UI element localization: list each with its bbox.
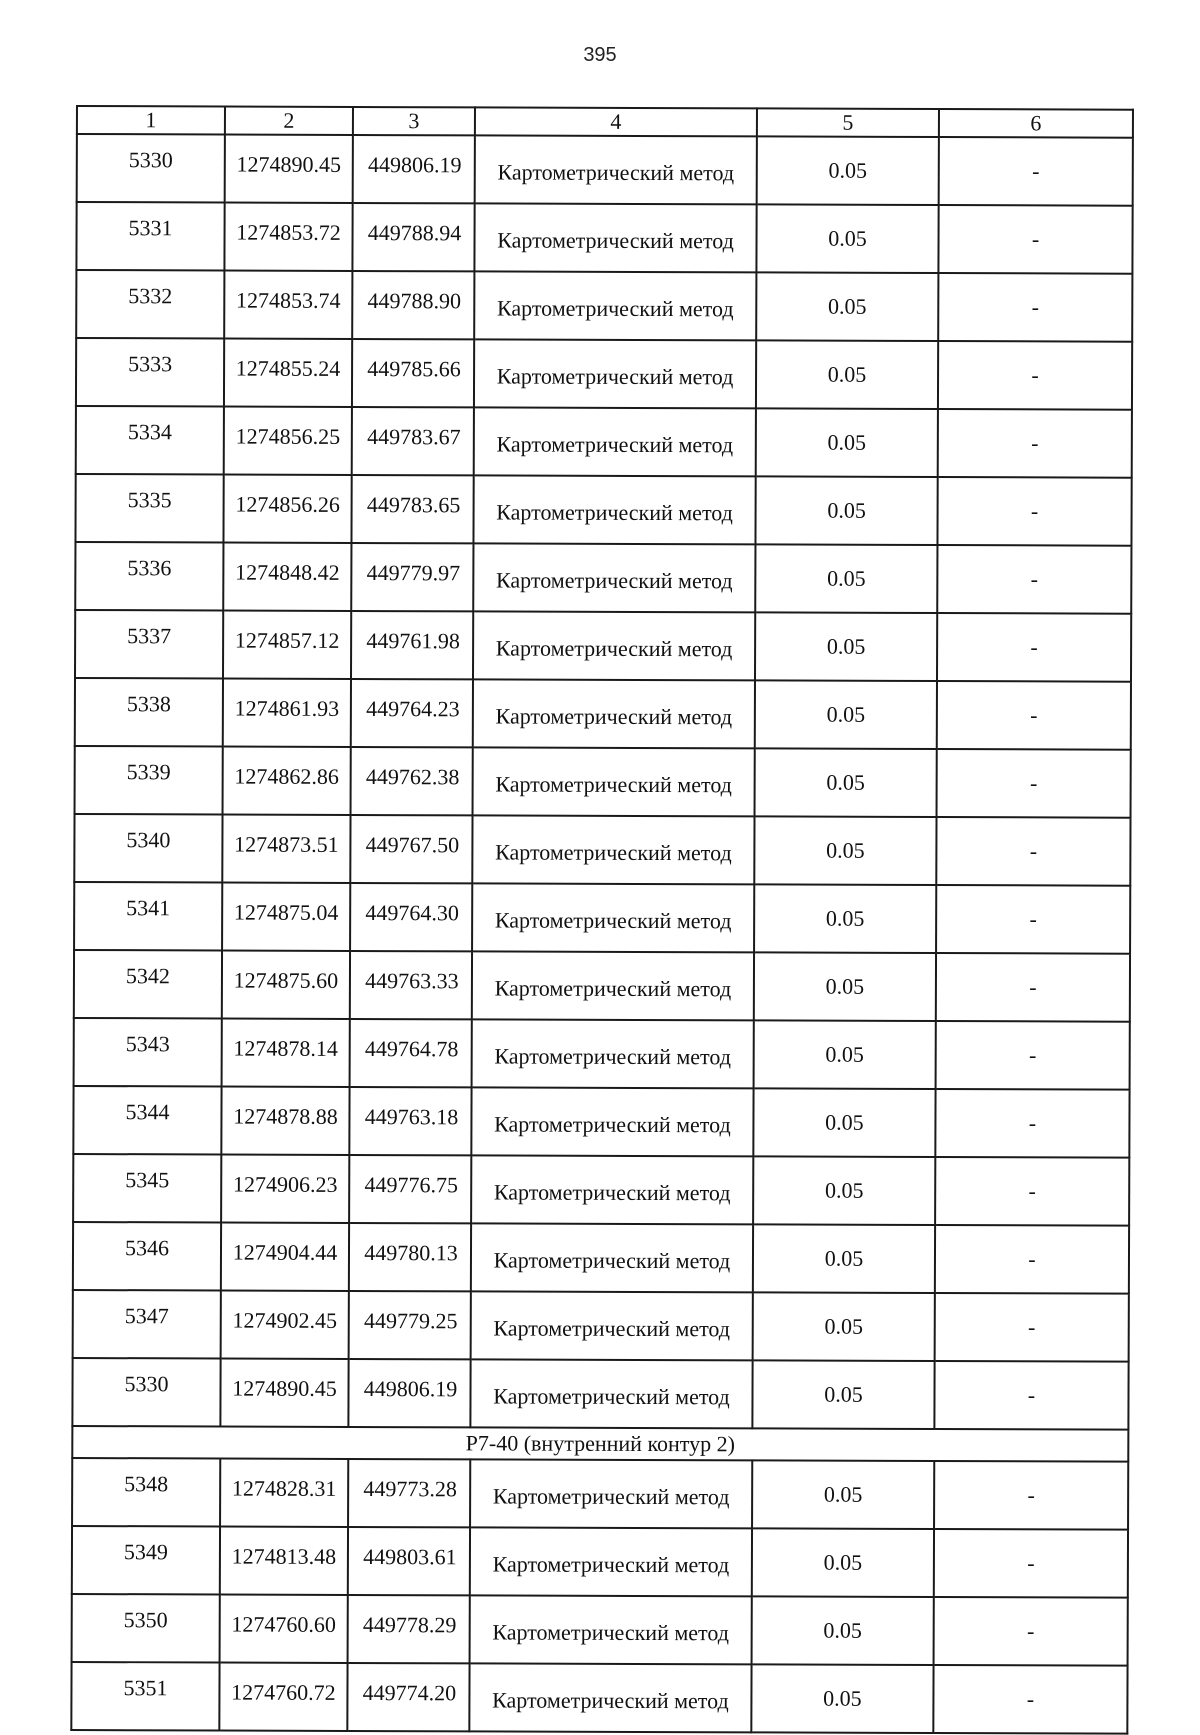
table-row bbox=[71, 1662, 1127, 1734]
point-number-cell: 5338 bbox=[75, 678, 223, 747]
table-row bbox=[74, 1018, 1130, 1090]
note-cell: - bbox=[934, 1361, 1128, 1430]
point-number-cell: 5350 bbox=[72, 1594, 220, 1663]
table-row bbox=[75, 746, 1131, 818]
point-number-cell: 5330 bbox=[77, 134, 225, 203]
x-coordinate-cell: 1274853.74 bbox=[224, 271, 352, 339]
point-number-cell: 5351 bbox=[71, 1662, 219, 1731]
x-coordinate-cell: 1274857.12 bbox=[223, 611, 351, 679]
column-header: 2 bbox=[225, 107, 353, 135]
table-body-contour-2 bbox=[71, 1458, 1128, 1734]
method-cell: Картометрический метод bbox=[475, 135, 757, 204]
y-coordinate-cell: 449779.25 bbox=[349, 1291, 471, 1359]
y-coordinate-cell: 449788.90 bbox=[352, 271, 474, 339]
accuracy-cell: 0.05 bbox=[756, 408, 938, 477]
accuracy-cell: 0.05 bbox=[752, 1460, 934, 1529]
y-coordinate-cell: 449806.19 bbox=[348, 1359, 470, 1427]
column-header: 6 bbox=[939, 109, 1133, 138]
point-number-cell: 5332 bbox=[76, 270, 224, 339]
y-coordinate-cell: 449806.19 bbox=[353, 135, 475, 203]
method-cell: Картометрический метод bbox=[472, 1019, 754, 1088]
point-number-cell: 5347 bbox=[73, 1290, 221, 1359]
note-cell: - bbox=[934, 1461, 1128, 1530]
accuracy-cell: 0.05 bbox=[755, 748, 937, 817]
y-coordinate-cell: 449779.97 bbox=[351, 543, 473, 611]
x-coordinate-cell: 1274848.42 bbox=[223, 543, 351, 611]
point-number-cell: 5330 bbox=[72, 1358, 220, 1427]
x-coordinate-cell: 1274760.60 bbox=[220, 1595, 348, 1663]
y-coordinate-cell: 449764.23 bbox=[351, 679, 473, 747]
table-row bbox=[75, 542, 1131, 614]
method-cell: Картометрический метод bbox=[472, 815, 754, 884]
method-cell: Картометрический метод bbox=[471, 1155, 753, 1224]
table-row bbox=[73, 1290, 1129, 1362]
accuracy-cell: 0.05 bbox=[756, 340, 938, 409]
header-row bbox=[77, 106, 1133, 138]
note-cell: - bbox=[934, 1529, 1128, 1598]
accuracy-cell: 0.05 bbox=[755, 680, 937, 749]
note-cell: - bbox=[936, 885, 1130, 954]
accuracy-cell: 0.05 bbox=[755, 612, 937, 681]
table-row bbox=[72, 1526, 1128, 1598]
accuracy-cell: 0.05 bbox=[754, 884, 936, 953]
table-row bbox=[73, 1086, 1129, 1158]
table-header bbox=[77, 106, 1133, 138]
table-row bbox=[74, 950, 1130, 1022]
point-number-cell: 5336 bbox=[75, 542, 223, 611]
table-row bbox=[75, 610, 1131, 682]
x-coordinate-cell: 1274904.44 bbox=[221, 1223, 349, 1291]
table-row bbox=[72, 1458, 1128, 1530]
note-cell: - bbox=[935, 1157, 1129, 1226]
accuracy-cell: 0.05 bbox=[756, 204, 938, 273]
table-row bbox=[75, 678, 1131, 750]
note-cell: - bbox=[936, 1021, 1130, 1090]
note-cell: - bbox=[937, 613, 1131, 682]
accuracy-cell: 0.05 bbox=[754, 1020, 936, 1089]
table-row bbox=[74, 882, 1130, 954]
accuracy-cell: 0.05 bbox=[752, 1360, 934, 1429]
x-coordinate-cell: 1274760.72 bbox=[219, 1663, 347, 1731]
note-cell: - bbox=[936, 817, 1130, 886]
point-number-cell: 5343 bbox=[74, 1018, 222, 1087]
accuracy-cell: 0.05 bbox=[754, 816, 936, 885]
table-row bbox=[76, 202, 1132, 274]
point-number-cell: 5337 bbox=[75, 610, 223, 679]
table-row bbox=[75, 474, 1131, 546]
column-header: 1 bbox=[77, 106, 225, 135]
table-row bbox=[72, 1594, 1128, 1666]
point-number-cell: 5339 bbox=[75, 746, 223, 815]
y-coordinate-cell: 449763.33 bbox=[350, 951, 472, 1019]
x-coordinate-cell: 1274828.31 bbox=[220, 1459, 348, 1527]
point-number-cell: 5333 bbox=[76, 338, 224, 407]
note-cell: - bbox=[937, 477, 1131, 546]
method-cell: Картометрический метод bbox=[471, 1087, 753, 1156]
y-coordinate-cell: 449803.61 bbox=[348, 1527, 470, 1595]
y-coordinate-cell: 449788.94 bbox=[352, 203, 474, 271]
y-coordinate-cell: 449764.30 bbox=[350, 883, 472, 951]
y-coordinate-cell: 449762.38 bbox=[351, 747, 473, 815]
y-coordinate-cell: 449763.18 bbox=[349, 1087, 471, 1155]
x-coordinate-cell: 1274890.45 bbox=[220, 1359, 348, 1427]
note-cell: - bbox=[934, 1597, 1128, 1666]
y-coordinate-cell: 449774.20 bbox=[347, 1663, 469, 1731]
point-number-cell: 5344 bbox=[73, 1086, 221, 1155]
accuracy-cell: 0.05 bbox=[753, 1292, 935, 1361]
x-coordinate-cell: 1274853.72 bbox=[224, 203, 352, 271]
point-number-cell: 5345 bbox=[73, 1154, 221, 1223]
y-coordinate-cell: 449785.66 bbox=[352, 339, 474, 407]
table-row bbox=[76, 270, 1132, 342]
method-cell: Картометрический метод bbox=[470, 1359, 752, 1428]
point-number-cell: 5348 bbox=[72, 1458, 220, 1527]
method-cell: Картометрический метод bbox=[474, 407, 756, 476]
method-cell: Картометрический метод bbox=[473, 747, 755, 816]
note-cell: - bbox=[937, 749, 1131, 818]
point-number-cell: 5346 bbox=[73, 1222, 221, 1291]
coordinates-table bbox=[70, 105, 1134, 1735]
method-cell: Картометрический метод bbox=[473, 679, 755, 748]
accuracy-cell: 0.05 bbox=[755, 476, 937, 545]
note-cell: - bbox=[938, 341, 1132, 410]
x-coordinate-cell: 1274862.86 bbox=[223, 747, 351, 815]
table-row bbox=[73, 1222, 1129, 1294]
section-row bbox=[72, 1426, 1128, 1462]
accuracy-cell: 0.05 bbox=[757, 136, 939, 205]
x-coordinate-cell: 1274873.51 bbox=[222, 815, 350, 883]
note-cell: - bbox=[937, 545, 1131, 614]
accuracy-cell: 0.05 bbox=[756, 272, 938, 341]
method-cell: Картометрический метод bbox=[470, 1595, 752, 1664]
accuracy-cell: 0.05 bbox=[755, 544, 937, 613]
point-number-cell: 5349 bbox=[72, 1526, 220, 1595]
column-header: 4 bbox=[475, 107, 757, 136]
x-coordinate-cell: 1274855.24 bbox=[224, 339, 352, 407]
accuracy-cell: 0.05 bbox=[752, 1528, 934, 1597]
point-number-cell: 5341 bbox=[74, 882, 222, 951]
page-number: 395 bbox=[583, 44, 617, 66]
y-coordinate-cell: 449761.98 bbox=[351, 611, 473, 679]
accuracy-cell: 0.05 bbox=[753, 1156, 935, 1225]
x-coordinate-cell: 1274813.48 bbox=[220, 1527, 348, 1595]
method-cell: Картометрический метод bbox=[474, 339, 756, 408]
column-header: 5 bbox=[757, 108, 939, 137]
y-coordinate-cell: 449764.78 bbox=[350, 1019, 472, 1087]
method-cell: Картометрический метод bbox=[471, 1223, 753, 1292]
x-coordinate-cell: 1274890.45 bbox=[225, 135, 353, 203]
y-coordinate-cell: 449783.65 bbox=[351, 475, 473, 543]
table-row bbox=[77, 134, 1133, 206]
table-body-contour-1 bbox=[72, 134, 1133, 1430]
note-cell: - bbox=[933, 1665, 1127, 1734]
x-coordinate-cell: 1274856.26 bbox=[223, 475, 351, 543]
point-number-cell: 5340 bbox=[74, 814, 222, 883]
x-coordinate-cell: 1274861.93 bbox=[223, 679, 351, 747]
table-row bbox=[74, 814, 1130, 886]
method-cell: Картометрический метод bbox=[471, 1291, 753, 1360]
x-coordinate-cell: 1274902.45 bbox=[221, 1291, 349, 1359]
y-coordinate-cell: 449776.75 bbox=[349, 1155, 471, 1223]
note-cell: - bbox=[938, 409, 1132, 478]
method-cell: Картометрический метод bbox=[473, 611, 755, 680]
section-title: Р7-40 (внутренний контур 2) bbox=[72, 1426, 1128, 1462]
method-cell: Картометрический метод bbox=[474, 271, 756, 340]
method-cell: Картометрический метод bbox=[473, 475, 755, 544]
y-coordinate-cell: 449780.13 bbox=[349, 1223, 471, 1291]
column-header: 3 bbox=[353, 107, 475, 135]
point-number-cell: 5342 bbox=[74, 950, 222, 1019]
method-cell: Картометрический метод bbox=[473, 543, 755, 612]
method-cell: Картометрический метод bbox=[470, 1459, 752, 1528]
table-row bbox=[76, 338, 1132, 410]
note-cell: - bbox=[935, 1293, 1129, 1362]
accuracy-cell: 0.05 bbox=[751, 1664, 933, 1733]
y-coordinate-cell: 449778.29 bbox=[348, 1595, 470, 1663]
note-cell: - bbox=[939, 137, 1133, 206]
point-number-cell: 5335 bbox=[75, 474, 223, 543]
section-header bbox=[72, 1426, 1128, 1462]
x-coordinate-cell: 1274875.60 bbox=[222, 951, 350, 1019]
table-row bbox=[73, 1154, 1129, 1226]
method-cell: Картометрический метод bbox=[472, 883, 754, 952]
note-cell: - bbox=[935, 1089, 1129, 1158]
accuracy-cell: 0.05 bbox=[753, 1224, 935, 1293]
method-cell: Картометрический метод bbox=[469, 1663, 751, 1732]
accuracy-cell: 0.05 bbox=[753, 1088, 935, 1157]
point-number-cell: 5334 bbox=[76, 406, 224, 475]
method-cell: Картометрический метод bbox=[470, 1527, 752, 1596]
y-coordinate-cell: 449773.28 bbox=[348, 1459, 470, 1527]
method-cell: Картометрический метод bbox=[472, 951, 754, 1020]
x-coordinate-cell: 1274878.14 bbox=[222, 1019, 350, 1087]
x-coordinate-cell: 1274906.23 bbox=[221, 1155, 349, 1223]
x-coordinate-cell: 1274875.04 bbox=[222, 883, 350, 951]
y-coordinate-cell: 449767.50 bbox=[350, 815, 472, 883]
point-number-cell: 5331 bbox=[76, 202, 224, 271]
note-cell: - bbox=[938, 273, 1132, 342]
table-row bbox=[76, 406, 1132, 478]
table-row bbox=[72, 1358, 1128, 1430]
note-cell: - bbox=[937, 681, 1131, 750]
y-coordinate-cell: 449783.67 bbox=[352, 407, 474, 475]
note-cell: - bbox=[938, 205, 1132, 274]
note-cell: - bbox=[936, 953, 1130, 1022]
note-cell: - bbox=[935, 1225, 1129, 1294]
accuracy-cell: 0.05 bbox=[754, 952, 936, 1021]
accuracy-cell: 0.05 bbox=[752, 1596, 934, 1665]
method-cell: Картометрический метод bbox=[474, 203, 756, 272]
x-coordinate-cell: 1274878.88 bbox=[221, 1087, 349, 1155]
x-coordinate-cell: 1274856.25 bbox=[224, 407, 352, 475]
